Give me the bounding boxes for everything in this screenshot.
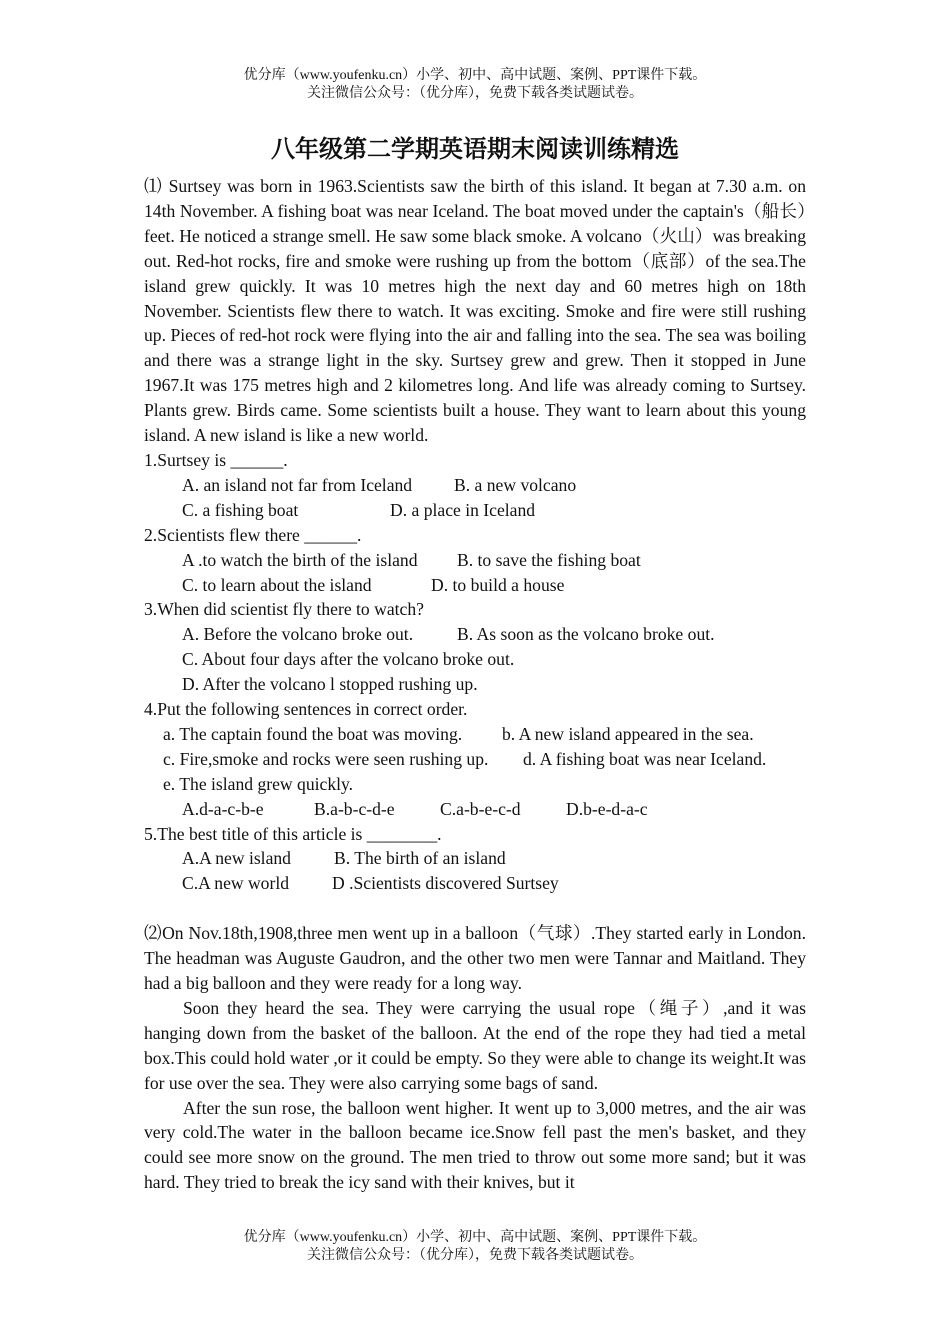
page-header bbox=[0, 67, 950, 103]
document-body bbox=[144, 174, 806, 1195]
question-5-option-c: C.A new world bbox=[182, 873, 290, 894]
question-4-stem: 4.Put the following sentences in correct order. bbox=[144, 699, 468, 720]
page-footer bbox=[0, 1229, 950, 1265]
question-3-options-row-1 bbox=[144, 622, 806, 647]
passage-2-paragraph-1: ⑵On Nov.18th,1908,three men went up in a balloon（气球）.They started early in London. The headman was Auguste Gaudron, and the other two men were Tannar and Maitland. They had a big balloon and they were ready for a long way. bbox=[144, 923, 806, 993]
question-2-stem: 2.Scientists flew there ______. bbox=[144, 524, 362, 545]
question-4-sentences-row-2 bbox=[144, 747, 806, 772]
question-5-stem: 5.The best title of this article is ________. bbox=[144, 823, 442, 844]
passage-1-text: ⑴ Surtsey was born in 1963.Scientists saw the birth of this island. It began at 7.30 a.m. on 14th November. A fishing boat was near Iceland. The boat moved under the captain's（船长）feet. He noticed a strange smell. He saw some black smoke. A volcano（火山）was breaking out. Red-hot rocks, fire and smoke were rushing up from the bottom（底部）of the sea.The island grew quickly. It was 10 metres high the next day and 60 metres high on 18th November. Scientists flew there to watch. It was exciting. Smoke and fire were still rushing up. Pieces of red-hot rock were flying into the air and falling into the sea. The sea was boiling and there was a strange light in the sky. Surtsey grew and grew. Then it stopped in June 1967.It was 175 metres high and 2 kilometres long. And life was already coming to Surtsey. Plants grew. Birds came. Some scientists built a house. They want to learn about this young island. A new island is like a new world. bbox=[144, 176, 806, 446]
question-4-sentence-b: b. A new island appeared in the sea. bbox=[502, 723, 754, 744]
question-2-option-a: A .to watch the birth of the island bbox=[182, 549, 418, 570]
question-4-sentences-row-1 bbox=[144, 722, 806, 747]
question-1-option-a: A. an island not far from Iceland bbox=[182, 474, 413, 495]
question-2-option-c: C. to learn about the island bbox=[182, 574, 372, 595]
question-5-options-row-1 bbox=[144, 846, 806, 871]
question-5-options-row-2 bbox=[144, 871, 806, 896]
passage-2-paragraph-2: Soon they heard the sea. They were carrying the usual rope（绳子）,and it was hanging down from the basket of the balloon. At the end of the rope they had tied a metal box.This could hold water ,or it could be empty. So they were able to change its weight.It was for use over the sea. They were also carrying some bags of sand. bbox=[144, 997, 806, 1093]
question-2-options-row-2 bbox=[144, 573, 806, 598]
question-4-option-d: D.b-e-d-a-c bbox=[566, 798, 648, 819]
question-1-option-b: B. a new volcano bbox=[454, 474, 577, 495]
question-2-option-b: B. to save the fishing boat bbox=[457, 549, 641, 570]
question-4-sentence-a: a. The captain found the boat was moving. bbox=[163, 723, 463, 744]
question-5-option-a: A.A new island bbox=[182, 848, 291, 869]
header-line-2: 关注微信公众号：（优分库），免费下载各类试题试卷。 bbox=[307, 86, 643, 101]
footer-line-1: 优分库（www.youfenku.cn）小学、初中、高中试题、案例、PPT课件下载。 bbox=[243, 1230, 707, 1245]
question-1-stem: 1.Surtsey is ______. bbox=[144, 449, 288, 470]
page-title: 八年级第二学期英语期末阅读训练精选 bbox=[271, 135, 679, 163]
passage-2-paragraph-3: After the sun rose, the balloon went higher. It went up to 3,000 metres, and the air was very cold.The water in the balloon became ice.Snow fell past the men's basket, and they could see more snow on the ground. The men tried to throw out some more sand; but it was hard. They tried to break the icy sand with their knives, but it bbox=[144, 1097, 806, 1193]
question-3-option-a: A. Before the volcano broke out. bbox=[182, 624, 414, 645]
question-1-option-c: C. a fishing boat bbox=[182, 499, 299, 520]
question-4-sentence-d: d. A fishing boat was near Iceland. bbox=[523, 748, 767, 769]
question-1-option-d: D. a place in Iceland bbox=[390, 499, 536, 520]
question-4-option-b: B.a-b-c-d-e bbox=[314, 798, 395, 819]
question-3-option-d: D. After the volcano l stopped rushing up. bbox=[182, 674, 478, 695]
question-1-options-row-2 bbox=[144, 498, 806, 523]
question-1-options-row-1 bbox=[144, 473, 806, 498]
question-4-sentence-c: c. Fire,smoke and rocks were seen rushing up. bbox=[163, 748, 489, 769]
question-5-option-b: B. The birth of an island bbox=[334, 848, 506, 869]
question-5-option-d: D .Scientists discovered Surtsey bbox=[332, 873, 559, 894]
question-4-option-c: C.a-b-e-c-d bbox=[440, 798, 521, 819]
question-3-option-c: C. About four days after the volcano broke out. bbox=[182, 649, 515, 670]
question-4-options-row bbox=[144, 797, 806, 822]
question-2-options-row-1 bbox=[144, 548, 806, 573]
question-3-stem: 3.When did scientist fly there to watch? bbox=[144, 599, 424, 620]
question-3-option-b: B. As soon as the volcano broke out. bbox=[457, 624, 715, 645]
question-2-option-d: D. to build a house bbox=[431, 574, 565, 595]
section-spacer bbox=[144, 896, 806, 921]
question-4-sentence-e: e. The island grew quickly. bbox=[163, 773, 354, 794]
question-4-option-a: A.d-a-c-b-e bbox=[182, 798, 264, 819]
footer-line-2: 关注微信公众号：（优分库），免费下载各类试题试卷。 bbox=[307, 1248, 643, 1263]
header-line-1: 优分库（www.youfenku.cn）小学、初中、高中试题、案例、PPT课件下载。 bbox=[243, 68, 707, 83]
